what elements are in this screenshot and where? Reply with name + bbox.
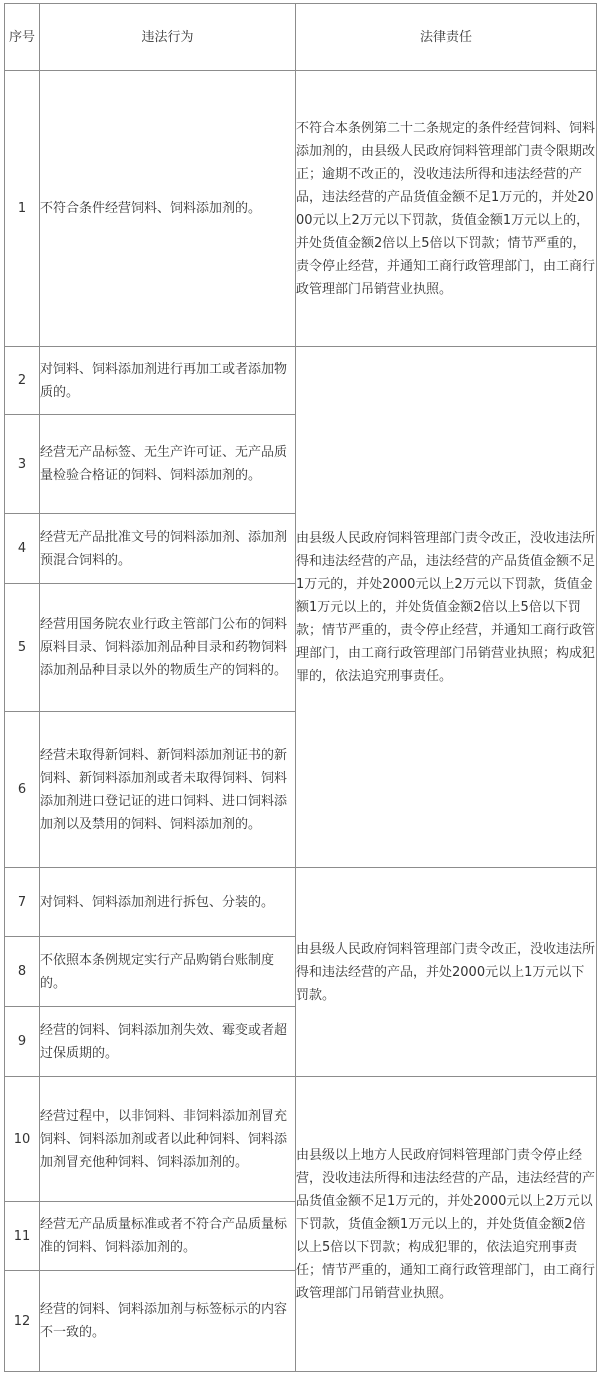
row-number: 12 — [5, 1271, 40, 1372]
violation-cell: 经营未取得新饲料、新饲料添加剂证书的新饲料、新饲料添加剂或者未取得饲料、饲料添加剂进口登记证的进口饲料、进口饲料添加剂以及禁用的饲料、饲料添加剂的。 — [40, 712, 296, 868]
table-row — [5, 1077, 597, 1202]
row-number: 6 — [5, 712, 40, 868]
table-row — [5, 868, 597, 937]
violation-cell: 经营的饲料、饲料添加剂与标签标示的内容不一致的。 — [40, 1271, 296, 1372]
row-number: 1 — [5, 71, 40, 347]
table-row — [5, 71, 597, 347]
violation-cell: 对饲料、饲料添加剂进行再加工或者添加物质的。 — [40, 347, 296, 415]
violation-cell: 对饲料、饲料添加剂进行拆包、分装的。 — [40, 868, 296, 937]
row-number: 7 — [5, 868, 40, 937]
table-row — [5, 347, 597, 415]
header-violation: 违法行为 — [40, 4, 296, 71]
violation-cell: 经营无产品质量标准或者不符合产品质量标准的饲料、饲料添加剂的。 — [40, 1202, 296, 1271]
liability-cell: 由县级以上地方人民政府饲料管理部门责令停止经营，没收违法所得和违法经营的产品，违法经营的产品货值金额不足1万元的，并处2000元以上2万元以下罚款，货值金额1万元以上的，并处货值金额2倍以上5倍以下罚款；构成犯罪的，依法追究刑事责任；情节严重的，通知工商行政管理部门，由工商行政管理部门吊销营业执照。 — [296, 1077, 597, 1372]
row-number: 10 — [5, 1077, 40, 1202]
row-number: 5 — [5, 584, 40, 712]
row-number: 4 — [5, 514, 40, 584]
header-liability: 法律责任 — [296, 4, 597, 71]
violation-cell: 不依照本条例规定实行产品购销台账制度的。 — [40, 937, 296, 1007]
liability-cell: 由县级人民政府饲料管理部门责令改正，没收违法所得和违法经营的产品，违法经营的产品货值金额不足1万元的，并处2000元以上2万元以下罚款，货值金额1万元以上的，并处货值金额2倍以上5倍以下罚款；情节严重的，责令停止经营，并通知工商行政管理部门，由工商行政管理部门吊销营业执照；构成犯罪的，依法追究刑事责任。 — [296, 347, 597, 868]
header-row — [5, 4, 597, 71]
row-number: 9 — [5, 1007, 40, 1077]
liability-cell: 不符合本条例第二十二条规定的条件经营饲料、饲料添加剂的，由县级人民政府饲料管理部门责令限期改正；逾期不改正的，没收违法所得和违法经营的产品，违法经营的产品货值金额不足1万元的，并处2000元以上2万元以下罚款，货值金额1万元以上的，并处货值金额2倍以上5倍以下罚款；情节严重的，责令停止经营，并通知工商行政管理部门，由工商行政管理部门吊销营业执照。 — [296, 71, 597, 347]
violation-cell: 经营的饲料、饲料添加剂失效、霉变或者超过保质期的。 — [40, 1007, 296, 1077]
violation-cell: 经营无产品批准文号的饲料添加剂、添加剂预混合饲料的。 — [40, 514, 296, 584]
penalty-table — [4, 3, 597, 1372]
violation-cell: 经营用国务院农业行政主管部门公布的饲料原料目录、饲料添加剂品种目录和药物饲料添加剂品种目录以外的物质生产的饲料的。 — [40, 584, 296, 712]
violation-cell: 经营过程中，以非饲料、非饲料添加剂冒充饲料、饲料添加剂或者以此种饲料、饲料添加剂冒充他种饲料、饲料添加剂的。 — [40, 1077, 296, 1202]
row-number: 2 — [5, 347, 40, 415]
row-number: 8 — [5, 937, 40, 1007]
row-number: 11 — [5, 1202, 40, 1271]
row-number: 3 — [5, 415, 40, 514]
violation-cell: 经营无产品标签、无生产许可证、无产品质量检验合格证的饲料、饲料添加剂的。 — [40, 415, 296, 514]
header-number: 序号 — [5, 4, 40, 71]
liability-cell: 由县级人民政府饲料管理部门责令改正，没收违法所得和违法经营的产品，并处2000元以上1万元以下罚款。 — [296, 868, 597, 1077]
violation-cell: 不符合条件经营饲料、饲料添加剂的。 — [40, 71, 296, 347]
